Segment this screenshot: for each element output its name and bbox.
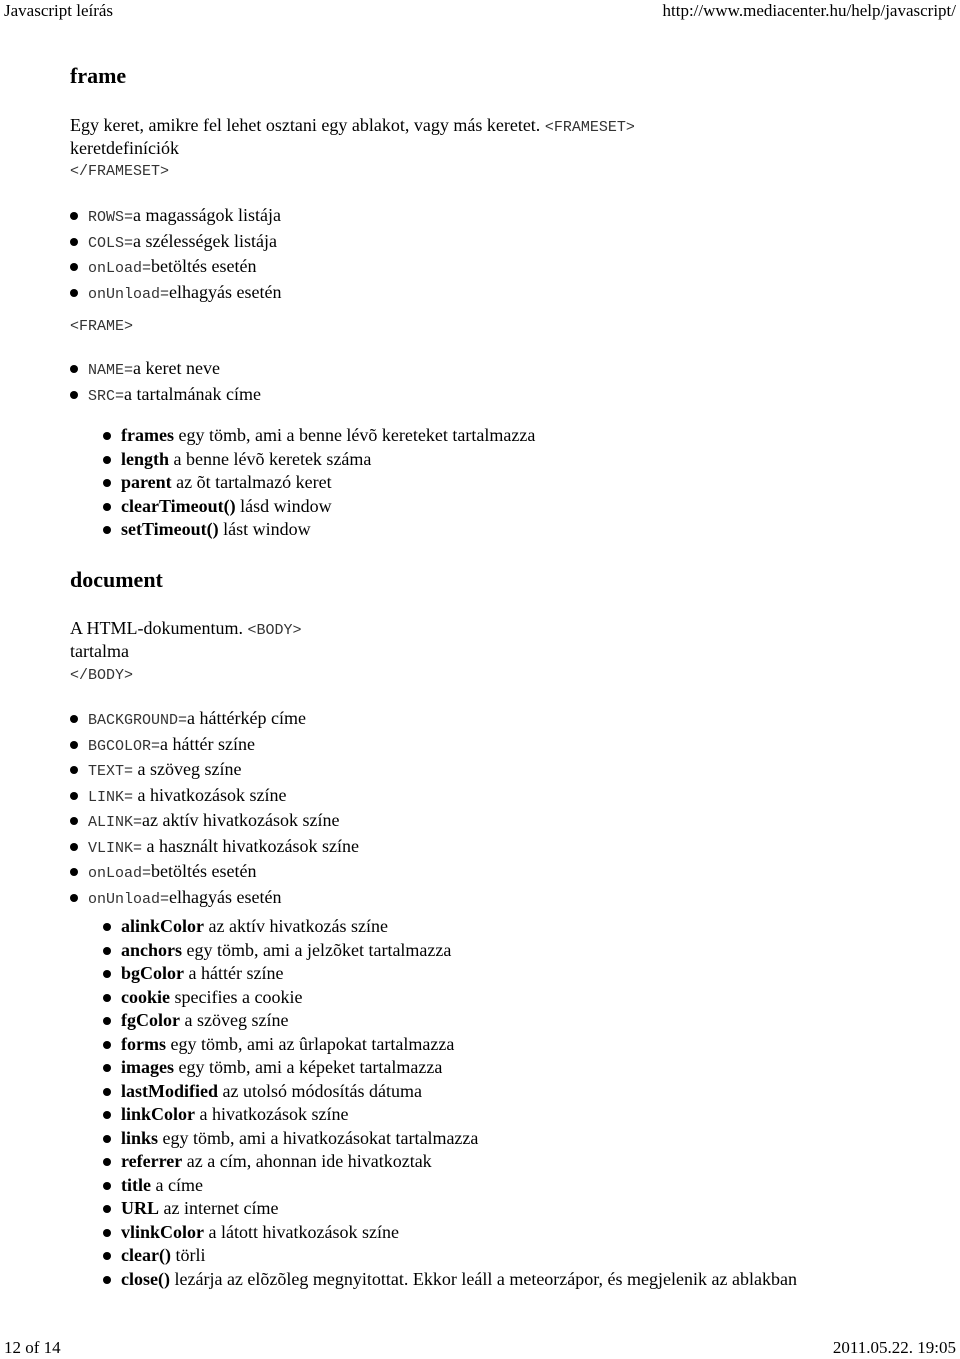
attribute-description: a keret neve xyxy=(133,358,220,378)
property-description: lást window xyxy=(218,519,311,539)
property-item xyxy=(121,1197,797,1221)
frame-tag: <FRAME> xyxy=(70,318,134,335)
attribute-item xyxy=(88,230,281,256)
attribute-item xyxy=(88,733,359,759)
attribute-description: a szélességek listája xyxy=(133,230,277,251)
property-name: referrer xyxy=(121,1151,183,1171)
attribute-code: SRC= xyxy=(88,387,125,405)
property-item xyxy=(121,1268,797,1292)
attribute-code: ALINK= xyxy=(88,814,143,831)
property-description: törli xyxy=(170,1245,206,1265)
attribute-code: ROWS= xyxy=(88,209,134,226)
attribute-code: TEXT= xyxy=(88,763,134,780)
print-timestamp: 2011.05.22. 19:05 xyxy=(832,1338,956,1357)
attribute-code: NAME= xyxy=(88,362,134,379)
attribute-item xyxy=(88,255,281,281)
attribute-code: onLoad= xyxy=(88,260,152,277)
property-description: egy tömb, ami az ûrlapokat tartalmazza xyxy=(165,1033,455,1054)
property-item xyxy=(121,518,535,542)
property-name: close() xyxy=(121,1268,170,1289)
attribute-description: a háttérkép címe xyxy=(187,708,306,728)
property-item xyxy=(121,1009,797,1033)
attribute-item xyxy=(88,886,359,912)
document-property-list xyxy=(121,915,797,1291)
property-description: a címe xyxy=(150,1174,203,1195)
attribute-item xyxy=(88,383,261,409)
property-description: lezárja az elõzõleg megnyitottat. Ekkor leáll a meteorzápor, és megjelenik az ablakban xyxy=(169,1268,797,1289)
property-description: lásd window xyxy=(235,495,332,516)
property-item xyxy=(121,1174,797,1198)
attribute-item xyxy=(88,707,359,733)
property-description: a hivatkozások színe xyxy=(195,1104,349,1124)
property-item xyxy=(121,1150,797,1174)
document-heading: document xyxy=(70,567,163,592)
property-name: length xyxy=(121,448,170,469)
property-item xyxy=(121,1033,797,1057)
property-item xyxy=(121,1103,797,1127)
attribute-description: az aktív hivatkozások színe xyxy=(142,810,340,830)
attribute-item xyxy=(88,357,261,383)
property-item xyxy=(121,1080,797,1104)
attribute-description: a szöveg színe xyxy=(133,759,242,779)
property-description: a látott hivatkozások színe xyxy=(204,1221,399,1242)
attribute-item xyxy=(88,809,359,835)
attribute-description: a háttér színe xyxy=(160,733,255,754)
property-description: az õt tartalmazó keret xyxy=(171,472,332,492)
property-description: egy tömb, ami a benne lévõ kereteket tartalmazza xyxy=(173,425,536,445)
property-description: specifies a cookie xyxy=(170,986,303,1007)
attribute-code: COLS= xyxy=(88,234,134,252)
page-number: 12 of 14 xyxy=(4,1338,61,1357)
property-description: egy tömb, ami a hivatkozásokat tartalmazza xyxy=(158,1127,479,1148)
attribute-code: LINK= xyxy=(88,788,134,806)
property-name: cookie xyxy=(121,986,170,1007)
property-name: alinkColor xyxy=(121,916,205,936)
property-name: bgColor xyxy=(121,963,184,983)
property-name: URL xyxy=(121,1198,160,1218)
property-description: az aktív hivatkozás színe xyxy=(204,916,388,936)
attribute-description: betöltés esetén xyxy=(151,861,257,881)
property-name: clearTimeout() xyxy=(121,495,236,516)
property-name: linkColor xyxy=(121,1104,196,1124)
frame-property-list xyxy=(121,424,535,542)
body-attribute-list xyxy=(88,707,359,911)
attribute-code: onUnload= xyxy=(88,890,170,908)
attribute-code: onUnload= xyxy=(88,285,170,303)
attribute-item xyxy=(88,835,359,861)
property-description: a benne lévõ keretek száma xyxy=(169,448,372,469)
attribute-description: a tartalmának címe xyxy=(124,383,261,404)
attribute-description: a magasságok listája xyxy=(133,205,281,225)
frame-intro-text: Egy keret, amikre fel lehet osztani egy ablakot, vagy más keretet. xyxy=(70,115,541,135)
attribute-code: BACKGROUND= xyxy=(88,712,188,729)
property-name: frames xyxy=(121,425,174,445)
property-item xyxy=(121,424,535,448)
attribute-code: BGCOLOR= xyxy=(88,737,161,755)
document-intro xyxy=(70,617,302,642)
frame-attribute-list xyxy=(88,357,261,408)
frame-intro-content: keretdefiníciók xyxy=(70,138,179,158)
property-name: fgColor xyxy=(121,1010,180,1030)
property-name: setTimeout() xyxy=(121,519,219,539)
attribute-item xyxy=(88,204,281,230)
attribute-item xyxy=(88,281,281,307)
attribute-item xyxy=(88,758,359,784)
document-intro-content: tartalma xyxy=(70,641,129,661)
property-description: az utolsó módosítás dátuma xyxy=(218,1080,422,1101)
property-name: title xyxy=(121,1174,151,1195)
property-description: a szöveg színe xyxy=(179,1010,289,1030)
property-name: parent xyxy=(121,472,172,492)
property-description: a háttér színe xyxy=(184,963,284,983)
property-item xyxy=(121,962,797,986)
property-item xyxy=(121,1127,797,1151)
property-item xyxy=(121,495,535,519)
attribute-description: betöltés esetén xyxy=(151,256,257,276)
frameset-attribute-list xyxy=(88,204,281,306)
property-item xyxy=(121,448,535,472)
property-item xyxy=(121,1056,797,1080)
page-header-title: Javascript leírás xyxy=(4,1,114,20)
property-name: vlinkColor xyxy=(121,1221,205,1242)
property-name: clear() xyxy=(121,1245,171,1265)
property-name: anchors xyxy=(121,939,183,960)
document-intro-text: A HTML-dokumentum. xyxy=(70,618,243,638)
property-name: images xyxy=(121,1057,174,1077)
property-item xyxy=(121,986,797,1010)
body-open-tag: <BODY> xyxy=(247,622,302,639)
page-header-url: http://www.mediacenter.hu/help/javascript/ xyxy=(662,1,956,20)
property-item xyxy=(121,915,797,939)
body-close-tag: </BODY> xyxy=(70,667,134,684)
property-name: links xyxy=(121,1127,159,1148)
property-description: az internet címe xyxy=(159,1198,279,1218)
attribute-item xyxy=(88,784,359,810)
property-item xyxy=(121,471,535,495)
frame-intro xyxy=(70,114,635,139)
frameset-close-tag: </FRAMESET> xyxy=(70,163,170,180)
frameset-open-tag: <FRAMESET> xyxy=(544,119,635,136)
property-name: forms xyxy=(121,1033,166,1054)
attribute-code: VLINK= xyxy=(88,839,143,857)
property-item xyxy=(121,1244,797,1268)
property-description: egy tömb, ami a jelzõket tartalmazza xyxy=(182,939,452,960)
property-description: egy tömb, ami a képeket tartalmazza xyxy=(174,1057,443,1077)
property-item xyxy=(121,939,797,963)
property-name: lastModified xyxy=(121,1080,218,1101)
attribute-description: a hivatkozások színe xyxy=(133,784,287,805)
property-item xyxy=(121,1221,797,1245)
attribute-code: onLoad= xyxy=(88,865,152,882)
attribute-description: a használt hivatkozások színe xyxy=(142,835,359,856)
property-description: az a cím, ahonnan ide hivatkoztak xyxy=(182,1151,432,1171)
attribute-description: elhagyás esetén xyxy=(169,281,282,302)
frame-heading: frame xyxy=(70,63,127,88)
attribute-item xyxy=(88,860,359,886)
attribute-description: elhagyás esetén xyxy=(169,886,282,907)
